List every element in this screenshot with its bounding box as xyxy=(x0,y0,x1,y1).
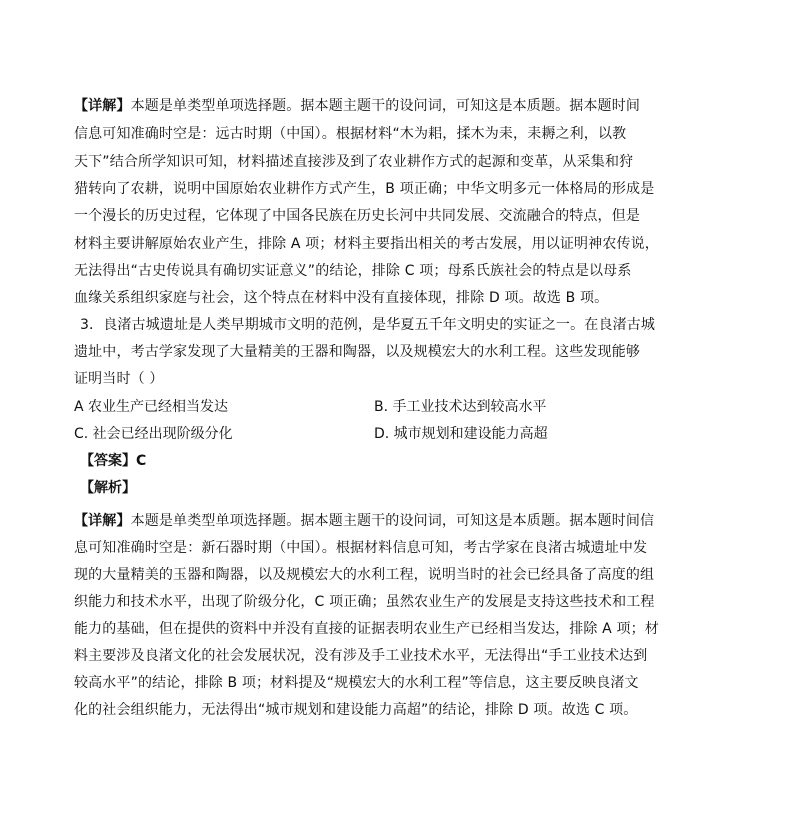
explanation2-line-3: 现的大量精美的玉器和陶器，以及规模宏大的水利工程，说明当时的社会已经具备了高度的组 xyxy=(74,567,655,583)
question3-line-2: 遗址中，考古学家发现了大量精美的王器和陶器，以及规模宏大的水利工程。这些发现能够 xyxy=(74,344,640,360)
answer-label: 【答案】 xyxy=(80,453,136,469)
explanation1-line-4: 猎转向了农耕，说明中国原始农业耕作方式产生，B 项正确；中华文明多元一体格局的形成是 xyxy=(74,181,655,197)
explanation2-line-7: 较高水平”的结论，排除 B 项；材料提及“规模宏大的水利工程”等信息，这主要反映良渚文 xyxy=(74,675,639,691)
explanation2-line-6: 料主要涉及良渚文化的社会发展状况，没有涉及手工业技术水平，无法得出“手工业技术达到 xyxy=(74,648,648,664)
explanation1-label: 【详解】 xyxy=(74,98,131,114)
analysis-label: 【解析】 xyxy=(80,480,136,496)
question3-line-1: 3．良渚古城遗址是人类早期城市文明的范例，是华夏五千年文明史的实证之一。在良渚古城 xyxy=(80,317,656,333)
question3-line-3: 证明当时（ ） xyxy=(74,371,164,387)
option-a: A 农业生产已经相当发达 xyxy=(74,399,229,415)
explanation2-label: 【详解】 xyxy=(74,513,131,529)
explanation1-line-3: 天下”结合所学知识可知，材料描述直接涉及到了农业耕作方式的起源和变革，从采集和狩 xyxy=(74,154,634,170)
explanation1-line-1: 【详解】本题是单类型单项选择题。据本题主题干的设问词，可知这是本质题。据本题时间 xyxy=(74,98,641,114)
option-b: B. 手工业技术达到较高水平 xyxy=(374,399,547,415)
explanation1-line-7: 无法得出“古史传说具有确切实证意义”的结论，排除 C 项；母系氏族社会的特点是以母系 xyxy=(74,263,632,279)
explanation2-line-8: 化的社会组织能力，无法得出“城市规划和建设能力高超”的结论，排除 D 项。故选 C 项。 xyxy=(74,702,638,718)
explanation2-line-5: 能力的基础，但在提供的资料中并没有直接的证据表明农业生产已经相当发达，排除 A 项；材 xyxy=(74,621,659,637)
explanation2-line-4: 织能力和技术水平，出现了阶级分化，C 项正确；虽然农业生产的发展是支持这些技术和工程 xyxy=(74,594,655,610)
option-c: C. 社会已经出现阶级分化 xyxy=(74,426,233,442)
explanation2-line-1: 【详解】本题是单类型单项选择题。据本题主题干的设问词，可知这是本质题。据本题时间信 xyxy=(74,513,655,529)
explanation1-line-5: 一个漫长的历史过程，它体现了中国各民族在历史长河中共同发展、交流融合的特点，但是 xyxy=(74,208,640,224)
option-d: D. 城市规划和建设能力高超 xyxy=(374,426,548,442)
explanation2-line-2: 息可知准确时空是：新石器时期（中国）。根据材料信息可知，考古学家在良渚古城遗址中发 xyxy=(74,540,648,556)
explanation1-line-6: 材料主要讲解原始农业产生，排除 A 项；材料主要指出相关的考古发展，用以证明神农传说， xyxy=(74,236,659,252)
explanation1-line-2: 信息可知准确时空是：远古时期（中国）。根据材料“木为耜，揉木为耒，耒耨之利，以教 xyxy=(74,126,627,142)
answer-line xyxy=(80,452,146,470)
answer-value: C xyxy=(136,453,147,469)
explanation1-line-8: 血缘关系组织家庭与社会，这个特点在材料中没有直接体现，排除 D 项。故选 B 项。 xyxy=(74,290,609,306)
